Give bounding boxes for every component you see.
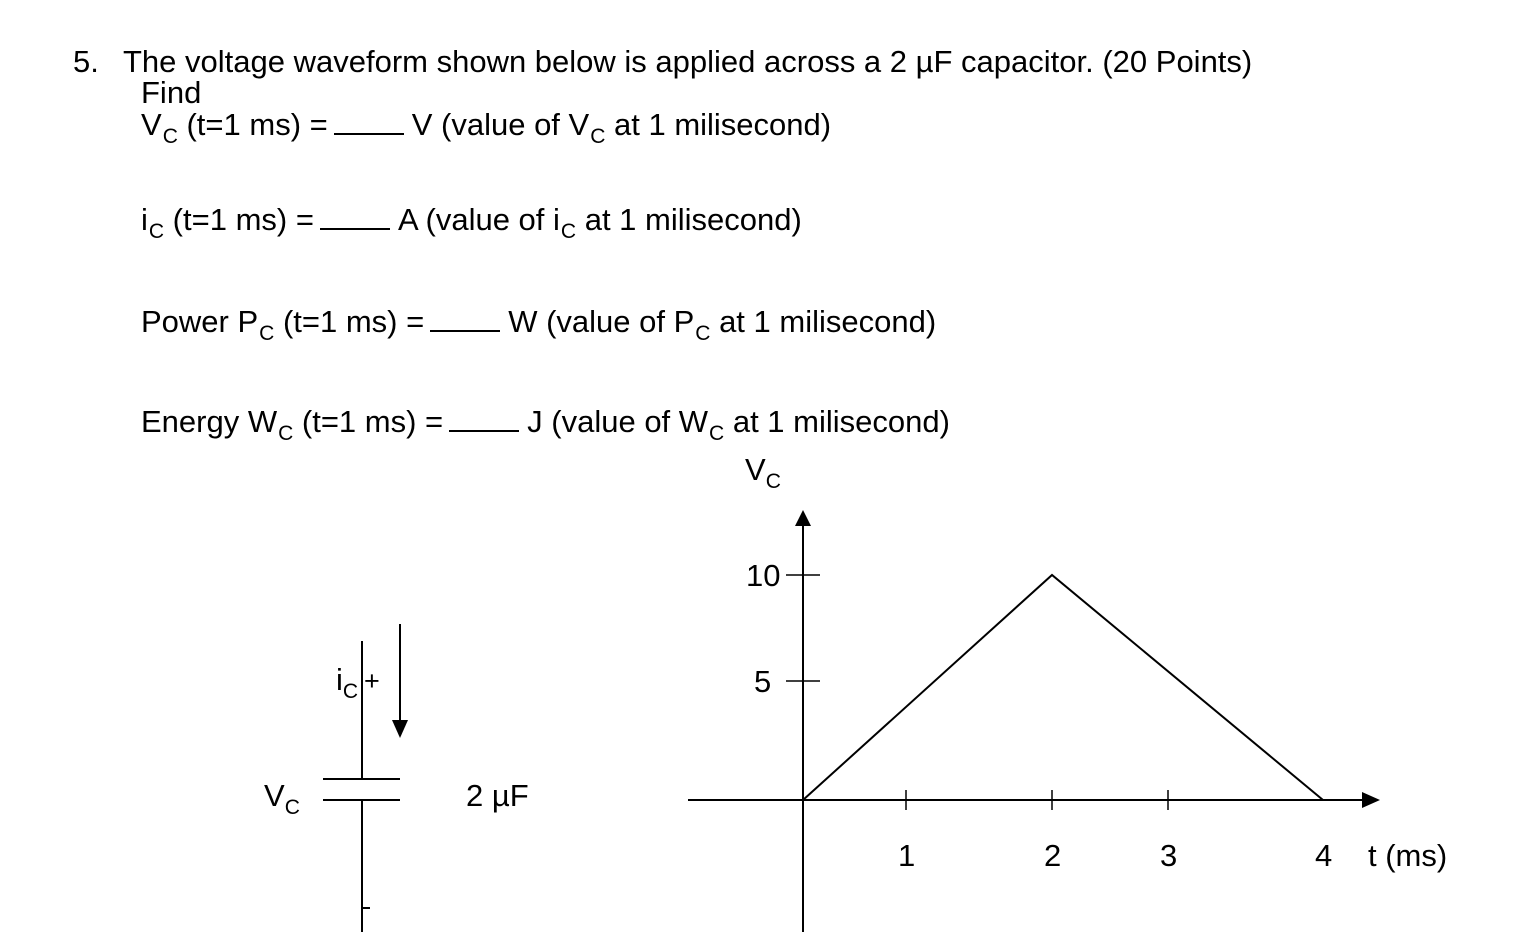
wc-prefix: Energy W [141, 404, 278, 439]
question-number: 5. [73, 44, 99, 79]
vc-tail: at 1 milisecond) [605, 107, 832, 142]
wc-unit-sub: C [709, 422, 725, 445]
plus-label: + [364, 666, 380, 696]
pc-unit-sub: C [695, 322, 711, 345]
question-text: The voltage waveform shown below is applied across a 2 µF capacitor. (20 Points) [123, 44, 1253, 79]
ic-unit-sub: C [560, 220, 577, 243]
vc-unit-sub: C [590, 125, 606, 148]
wc-sub: C [278, 422, 294, 445]
waveform-point-1 [1052, 575, 1053, 576]
ic-sub: C [148, 220, 165, 243]
chart-marks [746, 558, 1332, 873]
capacitance-label: 2 µF [466, 778, 529, 813]
ic-unit-text: A (value of i [397, 202, 560, 237]
y-tick-label-10: 10 [746, 558, 781, 593]
pc-sub: C [259, 322, 275, 345]
vc-cond: (t=1 ms) = [177, 107, 328, 142]
vc-prefix: V [141, 107, 162, 142]
waveform-point-2 [1323, 800, 1324, 801]
x-axis-label: t (ms) [1368, 838, 1448, 873]
pc-tail: at 1 milisecond) [710, 304, 937, 339]
vc-unit-text: V (value of V [411, 107, 590, 142]
pc-prefix: Power P [141, 304, 259, 339]
x-tick-label-3: 3 [1160, 838, 1178, 873]
ic-tail: at 1 milisecond) [576, 202, 802, 237]
y-tick-label-5: 5 [754, 664, 772, 699]
waveform-line [803, 575, 1323, 800]
x-tick-label-1: 1 [898, 838, 916, 873]
x-axis-arrow [1362, 792, 1380, 808]
wc-tail: at 1 milisecond) [724, 404, 950, 439]
current-label: $i_C$ [336, 662, 359, 703]
pc-unit-text: W (value of P [508, 304, 695, 339]
capacitor-circuit [264, 624, 529, 932]
ic-cond: (t=1 ms) = [164, 202, 314, 237]
voltage-label: $V_C$ [264, 778, 300, 819]
x-tick-label-2: 2 [1044, 838, 1062, 873]
pc-cond: (t=1 ms) = [274, 304, 425, 339]
ic-prefix: i [141, 202, 148, 237]
y-axis-arrow [795, 510, 811, 526]
current-arrow-head [392, 720, 408, 738]
wc-unit-text: J (value of W [527, 404, 709, 439]
y-axis-label: $V_C$ [745, 452, 781, 493]
waveform-point-0 [803, 800, 804, 801]
wc-cond: (t=1 ms) = [293, 404, 444, 439]
waveform-chart [688, 452, 1447, 932]
find-label: Find [141, 75, 202, 110]
x-tick-label-4: 4 [1315, 838, 1333, 873]
vc-sub: C [162, 125, 178, 148]
